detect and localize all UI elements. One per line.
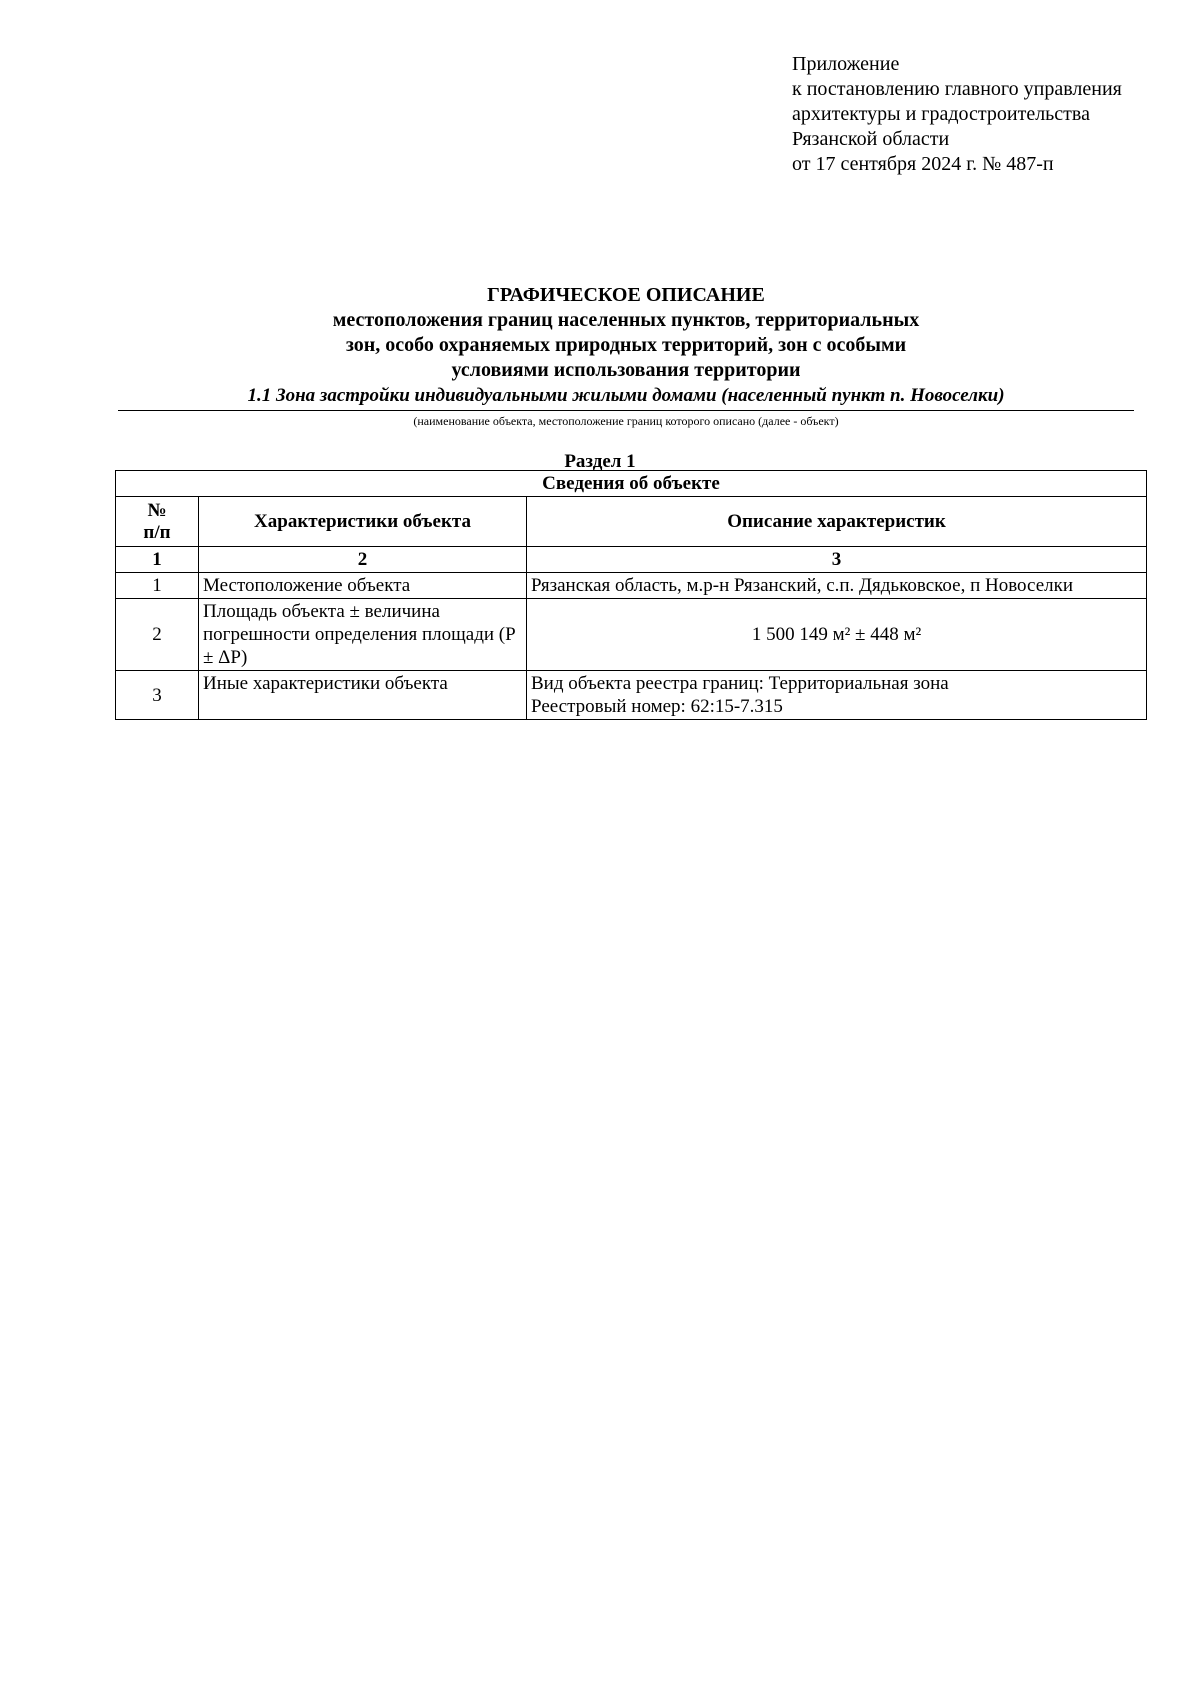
column-number: 3	[527, 547, 1147, 573]
row-characteristic: Местоположение объекта	[199, 573, 527, 599]
header-description: Описание характеристик	[527, 497, 1147, 547]
appendix-line: архитектуры и градостроительства	[792, 103, 1090, 125]
object-name-caption: (наименование объекта, местоположение границ которого описано (далее - объект)	[413, 414, 839, 428]
column-number: 1	[116, 547, 199, 573]
column-number: 2	[199, 547, 527, 573]
row-description: Рязанская область, м.р-н Рязанский, с.п. Дядьковское, п Новоселки	[527, 573, 1147, 599]
table-row	[116, 671, 1147, 720]
row-num: 3	[116, 671, 199, 720]
object-name-underline	[118, 410, 1134, 411]
row-characteristic: Площадь объекта ± величина погрешности определения площади (P ± ΔP)	[199, 599, 527, 671]
row-description	[527, 671, 1147, 720]
header-num: № п/п	[116, 497, 199, 547]
row-num: 2	[116, 599, 199, 671]
row-description-line: Вид объекта реестра границ: Территориальная зона	[531, 673, 949, 694]
appendix-line: Рязанской области	[792, 128, 950, 150]
document-subtitle-line: условиями использования территории	[451, 359, 801, 381]
appendix-header	[792, 52, 1122, 177]
object-name: 1.1 Зона застройки индивидуальными жилыми домами (населенный пункт п. Новоселки)	[247, 385, 1005, 406]
document-subtitle-line: зон, особо охраняемых природных территорий, зон с особыми	[345, 334, 907, 356]
header-characteristic: Характеристики объекта	[199, 497, 527, 547]
document-subtitle-line: местоположения границ населенных пунктов, территориальных	[332, 309, 920, 331]
table-title: Сведения об объекте	[116, 471, 1147, 497]
document-title: ГРАФИЧЕСКОЕ ОПИСАНИЕ	[487, 284, 765, 306]
row-description-line: Реестровый номер: 62:15-7.315	[531, 696, 783, 717]
section-title: Раздел 1	[564, 451, 636, 472]
table-title-row	[116, 471, 1147, 497]
table-row	[116, 573, 1147, 599]
row-num: 1	[116, 573, 199, 599]
row-characteristic: Иные характеристики объекта	[199, 671, 527, 720]
object-info-table	[115, 470, 1147, 720]
document-title-block	[118, 283, 1134, 429]
appendix-line: Приложение	[792, 53, 900, 75]
table-header-row	[116, 497, 1147, 547]
table-row	[116, 599, 1147, 671]
appendix-line: к постановлению главного управления	[792, 78, 1122, 100]
row-description: 1 500 149 м² ± 448 м²	[527, 599, 1147, 671]
table-column-numbers-row	[116, 547, 1147, 573]
appendix-line: от 17 сентября 2024 г. № 487-п	[792, 153, 1054, 175]
